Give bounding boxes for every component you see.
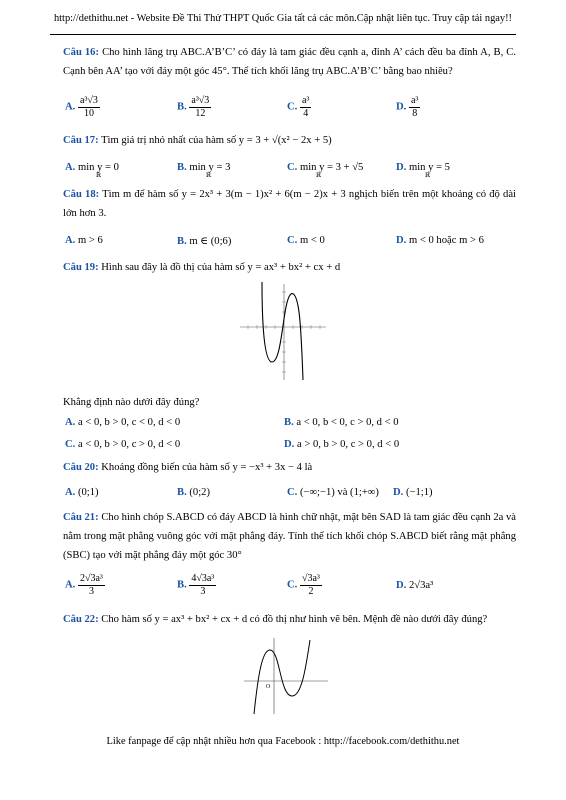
cubic-curve <box>262 282 303 380</box>
option-text: min y = 3 + √5 <box>299 162 364 173</box>
q18-option-a[interactable] <box>65 235 103 246</box>
cubic-curve <box>254 640 310 714</box>
question-19 <box>63 262 340 273</box>
page-footer: Like fanpage để cập nhật nhiều hơn qua Facebook : http://facebook.com/dethithu.net <box>106 736 460 747</box>
option-text: a > 0, b > 0, c > 0, d < 0 <box>296 439 400 450</box>
option-text: a < 0, b < 0, c > 0, d < 0 <box>296 417 399 428</box>
question-20 <box>63 462 312 473</box>
option-letter: A. <box>65 235 76 246</box>
option-text: (0;1) <box>77 487 99 498</box>
question-number: Câu 17: <box>63 135 99 146</box>
q18-option-c[interactable] <box>287 235 325 246</box>
denominator: 3 <box>88 585 94 597</box>
question-number: Câu 22: <box>63 614 99 625</box>
q17-option-a[interactable] <box>65 162 119 173</box>
denominator: 8 <box>412 107 418 119</box>
q22-cubic-graph <box>240 636 330 716</box>
numerator: a³√3 <box>191 95 210 106</box>
option-letter: A. <box>65 579 76 591</box>
q21-option-a[interactable] <box>65 573 105 597</box>
question-text: Hình sau đây là đồ thị của hàm số y = ax³ + bx² + cx + d <box>101 262 341 273</box>
option-text: a < 0, b > 0, c < 0, d < 0 <box>77 417 181 428</box>
option-letter: C. <box>287 235 298 246</box>
page-header: http://dethithu.net - Website Đề Thi Thử THPT Quốc Gia tất cả các môn.Cập nhật liên tục. Truy cập tải ngay!! <box>53 13 513 24</box>
question-18 <box>63 185 516 223</box>
question-17 <box>63 135 332 146</box>
question-19-ask: Khẳng định nào dưới đây đúng? <box>63 397 200 408</box>
q16-option-c[interactable] <box>287 95 311 119</box>
q20-option-d[interactable] <box>393 487 433 498</box>
q20-option-c[interactable] <box>287 487 379 498</box>
denominator: 12 <box>195 107 206 119</box>
option-text: m < 0 hoặc m > 6 <box>408 235 484 246</box>
min-subscript: ℝ <box>316 173 321 179</box>
q19-cubic-graph <box>238 282 328 382</box>
option-text: min y = 0 <box>77 162 119 173</box>
option-letter: B. <box>284 417 294 428</box>
option-text: (−∞;−1) và (1;+∞) <box>299 487 379 498</box>
min-subscript: ℝ <box>206 173 211 179</box>
question-text: Khoảng đồng biến của hàm số y = −x³ + 3x − 4 là <box>101 462 313 473</box>
q21-option-c[interactable] <box>287 573 322 597</box>
option-letter: D. <box>284 439 295 450</box>
option-letter: C. <box>65 439 76 450</box>
option-letter: A. <box>65 487 76 498</box>
question-number: Câu 21: <box>63 512 99 523</box>
option-letter: A. <box>65 101 76 113</box>
option-text: m > 6 <box>77 235 103 246</box>
option-letter: B. <box>177 236 187 247</box>
option-letter: C. <box>287 101 298 113</box>
q16-option-d[interactable] <box>396 95 420 119</box>
denominator: 3 <box>200 585 206 597</box>
q19-option-d[interactable] <box>284 439 399 450</box>
q16-option-a[interactable] <box>65 95 100 119</box>
option-letter: D. <box>396 101 407 113</box>
option-letter: D. <box>396 235 407 246</box>
question-number: Câu 20: <box>63 462 99 473</box>
question-number: Câu 16: <box>63 47 100 58</box>
question-text: Tìm m để hàm số y = 2x³ + 3(m − 1)x² + 6(m − 2)x + 3 nghịch biến trên một khoảng có độ dài lớn hơn 3. <box>63 189 516 219</box>
option-letter: B. <box>177 162 187 173</box>
question-text: Cho hình lăng trụ ABC.A’B’C’ có đáy là tam giác đều cạnh a, đỉnh A’ cách đều ba đỉnh A, B, C. Cạnh bên AA’ tạo với đáy một góc 45°. Thể tích khối lăng trụ ABC.A’B’C’ bằng bao nhiêu? <box>63 47 517 77</box>
numerator: a³ <box>410 95 419 106</box>
numerator: a³√3 <box>79 95 98 106</box>
option-letter: C. <box>287 579 298 591</box>
option-text: a < 0, b > 0, c > 0, d < 0 <box>77 439 181 450</box>
q19-option-b[interactable] <box>284 417 399 428</box>
q19-option-c[interactable] <box>65 439 180 450</box>
question-16 <box>63 43 516 81</box>
option-letter: A. <box>65 417 76 428</box>
question-22 <box>63 614 487 625</box>
denominator: 10 <box>83 107 94 119</box>
min-subscript: ℝ <box>425 173 430 179</box>
q16-option-b[interactable] <box>177 95 211 119</box>
option-text: min y = 3 <box>189 162 231 173</box>
option-text: 2√3a³ <box>408 580 434 591</box>
q18-option-d[interactable] <box>396 235 484 246</box>
question-text: Cho hàm số y = ax³ + bx² + cx + d có đồ thị như hình vẽ bên. Mệnh đề nào dưới đây đúng? <box>101 614 488 625</box>
question-number: Câu 18: <box>63 189 100 200</box>
numerator: √3a³ <box>301 573 320 584</box>
option-letter: B. <box>177 579 187 591</box>
numerator: 4√3a³ <box>191 573 215 584</box>
header-divider <box>50 34 516 35</box>
q17-option-c[interactable] <box>287 162 363 173</box>
denominator: 2 <box>308 585 314 597</box>
q19-option-a[interactable] <box>65 417 180 428</box>
option-letter: C. <box>287 487 298 498</box>
numerator: 2√3a³ <box>79 573 103 584</box>
option-text: m ∈ (0;6) <box>189 236 232 247</box>
option-letter: A. <box>65 162 76 173</box>
option-text: m < 0 <box>299 235 325 246</box>
option-text: (−1;1) <box>405 487 433 498</box>
q21-option-b[interactable] <box>177 573 216 597</box>
question-text: Tìm giá trị nhỏ nhất của hàm số y = 3 + √(x² − 2x + 5) <box>101 135 332 146</box>
q21-option-d[interactable] <box>396 580 433 591</box>
question-number: Câu 19: <box>63 262 99 273</box>
origin-label: O <box>266 684 271 690</box>
min-subscript: ℝ <box>96 173 101 179</box>
question-21 <box>63 508 516 565</box>
question-text: Cho hình chóp S.ABCD có đáy ABCD là hình chữ nhật, mặt bên SAD là tam giác đều cạnh 2a và nằm trong mặt phẳng vuông góc với mặt phẳng đáy. Tính thể tích khối chóp S.ABCD biết rằng mặt phẳng (SBC) tạo với mặt phẳng đáy một góc 30° <box>63 512 517 561</box>
q20-option-a[interactable] <box>65 487 99 498</box>
option-letter: D. <box>396 162 407 173</box>
option-letter: D. <box>393 487 404 498</box>
numerator: a³ <box>301 95 310 106</box>
q17-option-d[interactable] <box>396 162 450 173</box>
q18-option-b[interactable] <box>177 235 231 247</box>
option-letter: D. <box>396 580 407 591</box>
option-text: min y = 5 <box>408 162 450 173</box>
denominator: 4 <box>303 107 309 119</box>
option-letter: C. <box>287 162 298 173</box>
option-text: (0;2) <box>189 487 210 498</box>
option-letter: B. <box>177 487 187 498</box>
q20-option-b[interactable] <box>177 487 210 498</box>
q17-option-b[interactable] <box>177 162 230 173</box>
option-letter: B. <box>177 101 187 113</box>
